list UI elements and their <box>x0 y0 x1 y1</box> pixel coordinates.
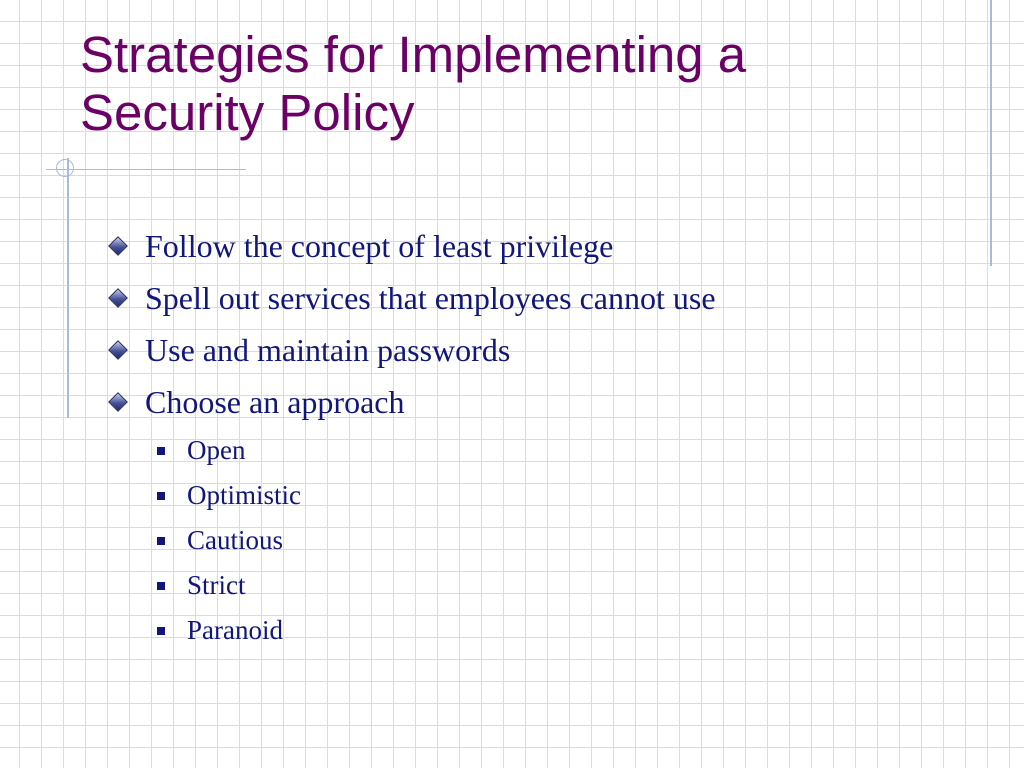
diamond-bullet-icon <box>108 236 128 256</box>
sub-bullet-text: Strict <box>187 570 246 600</box>
slide-title-line2: Security Policy <box>80 84 415 141</box>
sub-bullet-item <box>157 473 987 518</box>
sub-bullet-item <box>157 428 987 473</box>
square-bullet-icon <box>157 627 165 635</box>
sub-bullet-text: Optimistic <box>187 480 301 510</box>
approach-list <box>107 428 987 653</box>
diamond-bullet-icon <box>108 288 128 308</box>
bullet-item <box>107 220 987 272</box>
sub-bullet-text: Paranoid <box>187 615 283 645</box>
bullet-text: Follow the concept of least privilege <box>145 227 614 264</box>
sub-bullet-container <box>107 428 987 653</box>
diamond-bullet-icon <box>108 340 128 360</box>
crosshair-circle-icon <box>56 159 74 177</box>
bullet-item <box>107 272 987 324</box>
diamond-bullet-icon <box>108 392 128 412</box>
square-bullet-icon <box>157 447 165 455</box>
decorative-vertical-line-left <box>67 158 69 418</box>
sub-bullet-text: Open <box>187 435 246 465</box>
bullet-text: Use and maintain passwords <box>145 331 511 368</box>
square-bullet-icon <box>157 582 165 590</box>
sub-bullet-item <box>157 608 987 653</box>
square-bullet-icon <box>157 492 165 500</box>
sub-bullet-item <box>157 563 987 608</box>
bullet-text: Spell out services that employees cannot use <box>145 279 716 316</box>
sub-bullet-text: Cautious <box>187 525 284 555</box>
slide-title-line1: Strategies for Implementing a <box>80 26 747 83</box>
bullet-text: Choose an approach <box>145 383 405 420</box>
title-underline <box>46 169 246 170</box>
decorative-vertical-line-right <box>990 0 992 266</box>
slide-title <box>80 26 940 142</box>
bullet-item <box>107 376 987 428</box>
sub-bullet-item <box>157 518 987 563</box>
square-bullet-icon <box>157 537 165 545</box>
bullet-list <box>107 220 987 653</box>
bullet-item <box>107 324 987 376</box>
